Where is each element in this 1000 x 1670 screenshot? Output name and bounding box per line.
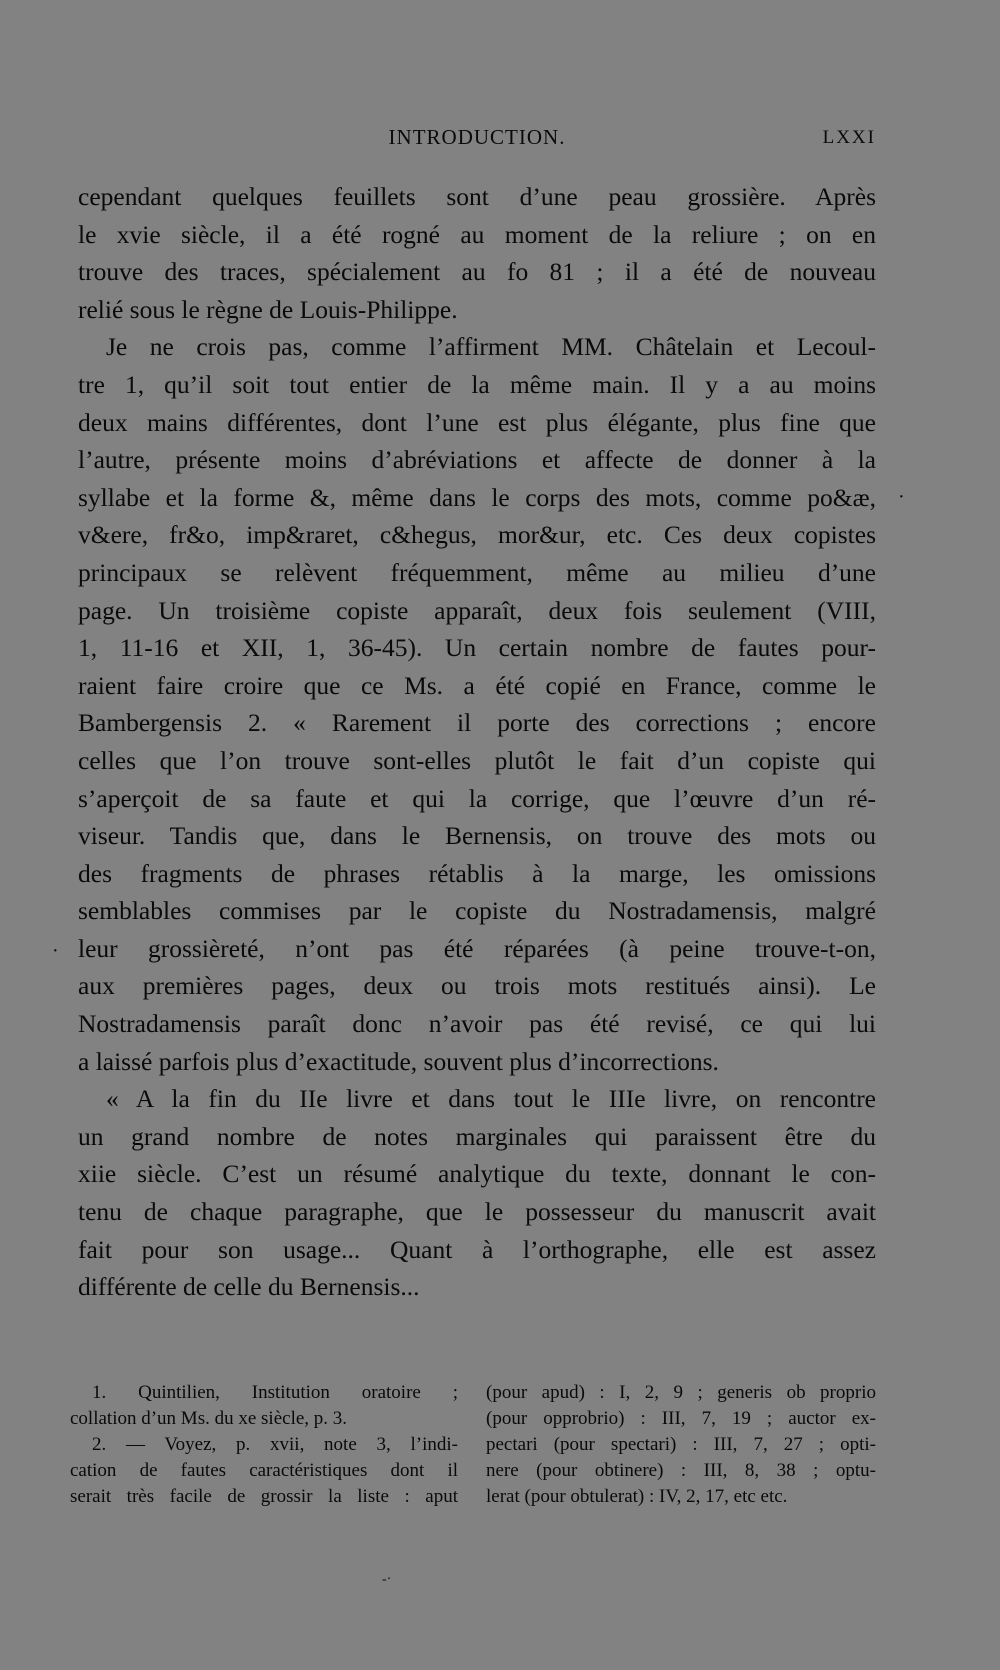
- text-line: celles que l’on trouve sont-elles plutôt le fait d’un copiste qui: [78, 745, 876, 775]
- text-line: Nostradamensis paraît donc n’avoir pas été revisé, ce qui lui: [78, 1009, 876, 1039]
- text-line: xiie siècle. C’est un résumé analytique du texte, donnant le con-: [78, 1159, 876, 1189]
- footnote-line: (pour opprobrio) : III, 7, 19 ; auctor ex-: [486, 1408, 876, 1429]
- footnote-line: pectari (pour spectari) : III, 7, 27 ; opti-: [486, 1434, 876, 1455]
- footnote-line: (pour apud) : I, 2, 9 ; generis ob proprio: [486, 1382, 876, 1403]
- text-line: semblables commises par le copiste du Nostradamensis, malgré: [78, 896, 876, 926]
- text-line: Je ne crois pas, comme l’affirment MM. Châtelain et Lecoul-: [106, 332, 876, 362]
- text-line: des fragments de phrases rétablis à la marge, les omissions: [78, 858, 876, 888]
- text-line: tenu de chaque paragraphe, que le possesseur du manuscrit avait: [78, 1197, 876, 1227]
- text-line: aux premières pages, deux ou trois mots restitués ainsi). Le: [78, 971, 876, 1001]
- footnote-line: 1. Quintilien, Institution oratoire ;: [92, 1382, 458, 1403]
- text-line: a laissé parfois plus d’exactitude, souvent plus d’incorrections.: [78, 1046, 719, 1076]
- text-line: syllabe et la forme &, même dans le corps des mots, comme po&æ,: [78, 482, 876, 512]
- footnotes-left-column: [70, 1380, 458, 1510]
- margin-dot-right: ·: [898, 486, 905, 508]
- footnotes-right-column: [486, 1380, 876, 1510]
- footnote-line: serait très facile de grossir la liste : aput: [70, 1486, 458, 1507]
- page-header: [78, 125, 876, 155]
- text-line: deux mains différentes, dont l’une est plus élégante, plus fine que: [78, 407, 876, 437]
- footnote-line: 2. — Voyez, p. xvii, note 3, l’indi-: [92, 1434, 458, 1455]
- text-line: relié sous le règne de Louis-Philippe.: [78, 294, 458, 324]
- footnote-line: cation de fautes caractéristiques dont il: [70, 1460, 458, 1481]
- running-title: INTRODUCTION.: [388, 125, 566, 149]
- text-line: « A la fin du IIe livre et dans tout le IIIe livre, on rencontre: [106, 1084, 876, 1114]
- text-line: s’aperçoit de sa faute et qui la corrige, que l’œuvre d’un ré-: [78, 783, 876, 813]
- text-line: leur grossièreté, n’ont pas été réparées (à peine trouve-t-on,: [78, 933, 876, 963]
- page-number: LXXI: [822, 127, 876, 148]
- margin-dot-left: ·: [52, 940, 59, 962]
- footnote-line: collation d’un Ms. du xe siècle, p. 3.: [70, 1408, 348, 1429]
- footnote-line: lerat (pour obtulerat) : IV, 2, 17, etc etc.: [486, 1486, 788, 1507]
- text-line: différente de celle du Bernensis...: [78, 1272, 420, 1302]
- text-line: Bambergensis 2. « Rarement il porte des corrections ; encore: [78, 708, 876, 738]
- text-line: cependant quelques feuillets sont d’une peau grossière. Après: [78, 182, 876, 211]
- text-line: principaux se relèvent fréquemment, même au milieu d’une: [78, 557, 876, 587]
- text-line: page. Un troisième copiste apparaît, deux fois seulement (VIII,: [78, 595, 876, 625]
- text-line: le xvie siècle, il a été rogné au moment de la reliure ; on en: [78, 219, 876, 249]
- main-text: [78, 178, 876, 1306]
- text-line: l’autre, présente moins d’abréviations et affecte de donner à la: [78, 445, 876, 475]
- footnote-line: nere (pour obtinere) : III, 8, 38 ; optu-: [486, 1460, 876, 1481]
- text-line: un grand nombre de notes marginales qui paraissent être du: [78, 1121, 876, 1151]
- text-line: viseur. Tandis que, dans le Bernensis, on trouve des mots ou: [78, 821, 876, 851]
- text-line: 1, 11-16 et XII, 1, 36-45). Un certain nombre de fautes pour-: [78, 633, 876, 663]
- text-line: trouve des traces, spécialement au fo 81 ; il a été de nouveau: [78, 257, 876, 287]
- bottom-mark: -·: [382, 1572, 392, 1587]
- text-line: fait pour son usage... Quant à l’orthographe, elle est assez: [78, 1234, 876, 1264]
- text-line: tre 1, qu’il soit tout entier de la même main. Il y a au moins: [78, 369, 876, 399]
- text-line: raient faire croire que ce Ms. a été copié en France, comme le: [78, 670, 876, 700]
- text-line: v&ere, fr&o, imp&raret, c&hegus, mor&ur, etc. Ces deux copistes: [78, 520, 876, 550]
